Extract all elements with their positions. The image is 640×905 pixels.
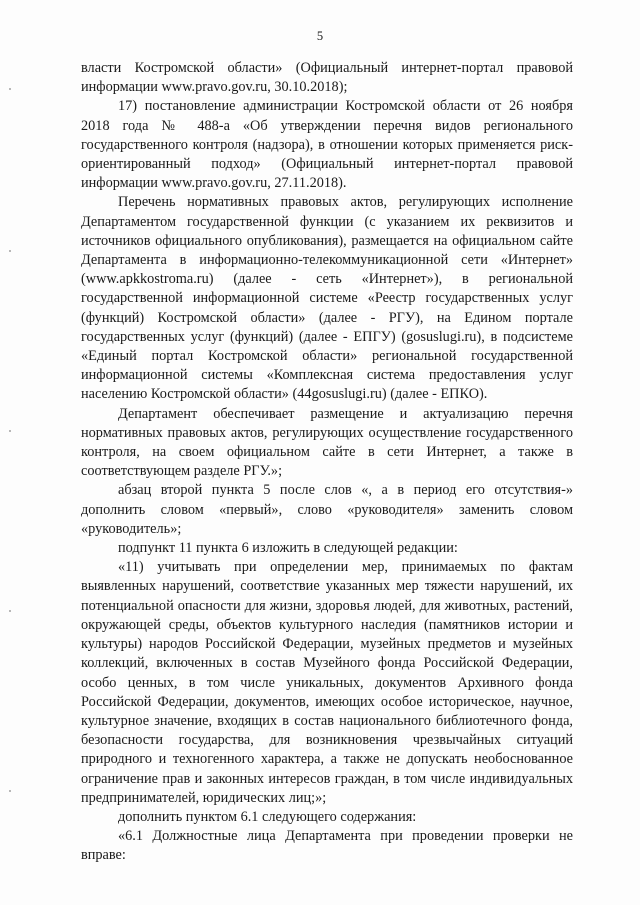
paragraph-continuation: власти Костромской области» (Официальный интернет-портал правовой информации www.pravo.gov.ru, 30.10.2018);: [81, 60, 573, 96]
paragraph-point-6-1-text: «6.1 Должностные лица Департамента при проведении проверки не вправе:: [81, 828, 573, 864]
page-number: 5: [316, 29, 324, 43]
paragraph-subpoint-11-text: «11) учитывать при определении мер, принимаемых по фактам выявленных нарушений, соответствие указанных мер тяжести нарушений, их потенциальной опасности для жизни, здоровья людей, для животных, растений, окружающей среды, объектов культурного наследия (памятников истории и культуры) народов Российской Федерации, музейных предметов и музейных коллекций, включенных в состав Музейного фонда Российской Федерации, особо ценных, в том числе уникальных, документов Архивного фонда Российской Федерации, документов, имеющих особое историческое, научное, культурное значение, входящих в состав национального библиотечного фонда, безопасности государства, для возникновения чрезвычайных ситуаций природного и техногенного характера, а также не допускать необоснованное ограничение прав и законных интересов граждан, в том числе индивидуальных предпринимателей, юридических лиц;»;: [81, 559, 573, 806]
paragraph-subpoint-11-intro: подпункт 11 пункта 6 изложить в следующей редакции:: [118, 540, 458, 557]
paragraph-department-publication: Департамент обеспечивает размещение и актуализацию перечня нормативных правовых актов, регулирующих осуществление государственного контроля, на своем официальном сайте в сети Интернет, а также в соответствующем разделе РГУ.»;: [81, 405, 573, 480]
scan-dot: [9, 430, 11, 432]
scan-dot: [9, 88, 11, 90]
document-text: [81, 59, 573, 866]
scan-dot: [9, 250, 11, 252]
paragraph-point-6-1-intro: дополнить пунктом 6.1 следующего содержания:: [118, 808, 417, 825]
scan-dot: [9, 790, 11, 792]
paragraph-amendment-point-5: абзац второй пункта 5 после слов «, а в период его отсутствия-» дополнить словом «первый», слово «руководителя» заменить словом «руководитель»;: [81, 482, 573, 537]
paragraph-item-17: 17) постановление администрации Костромской области от 26 ноября 2018 года № 488-а «Об утверждении перечня видов регионального государственного контроля (надзора), в отношении которых применяется риск-ориентированный подход» (Официальный интернет-портал правовой информации www.pravo.gov.ru, 27.11.2018).: [81, 98, 573, 192]
scan-dot: [9, 610, 11, 612]
paragraph-legal-acts-list: Перечень нормативных правовых актов, регулирующих исполнение Департаментом государственной функции (с указанием их реквизитов и источников официального опубликования), размещается на официальном сайте Департамента в информационно-телекоммуникационной сети «Интернет» (www.apkkostroma.ru) (далее - сеть «Интернет»), в региональной государственной информационной системе «Реестр государственных услуг (функций) Костромской области» (далее - РГУ), на Едином портале государственных услуг (функций) (далее - ЕПГУ) (gosuslugi.ru), в подсистеме «Единый портал Костромской области» региональной государственной информационной системы «Комплексная система предоставления услуг населению Костромской области» (44gosuslugi.ru) (далее - ЕПКО).: [81, 194, 573, 403]
scan-margin-marks: [0, 0, 20, 905]
